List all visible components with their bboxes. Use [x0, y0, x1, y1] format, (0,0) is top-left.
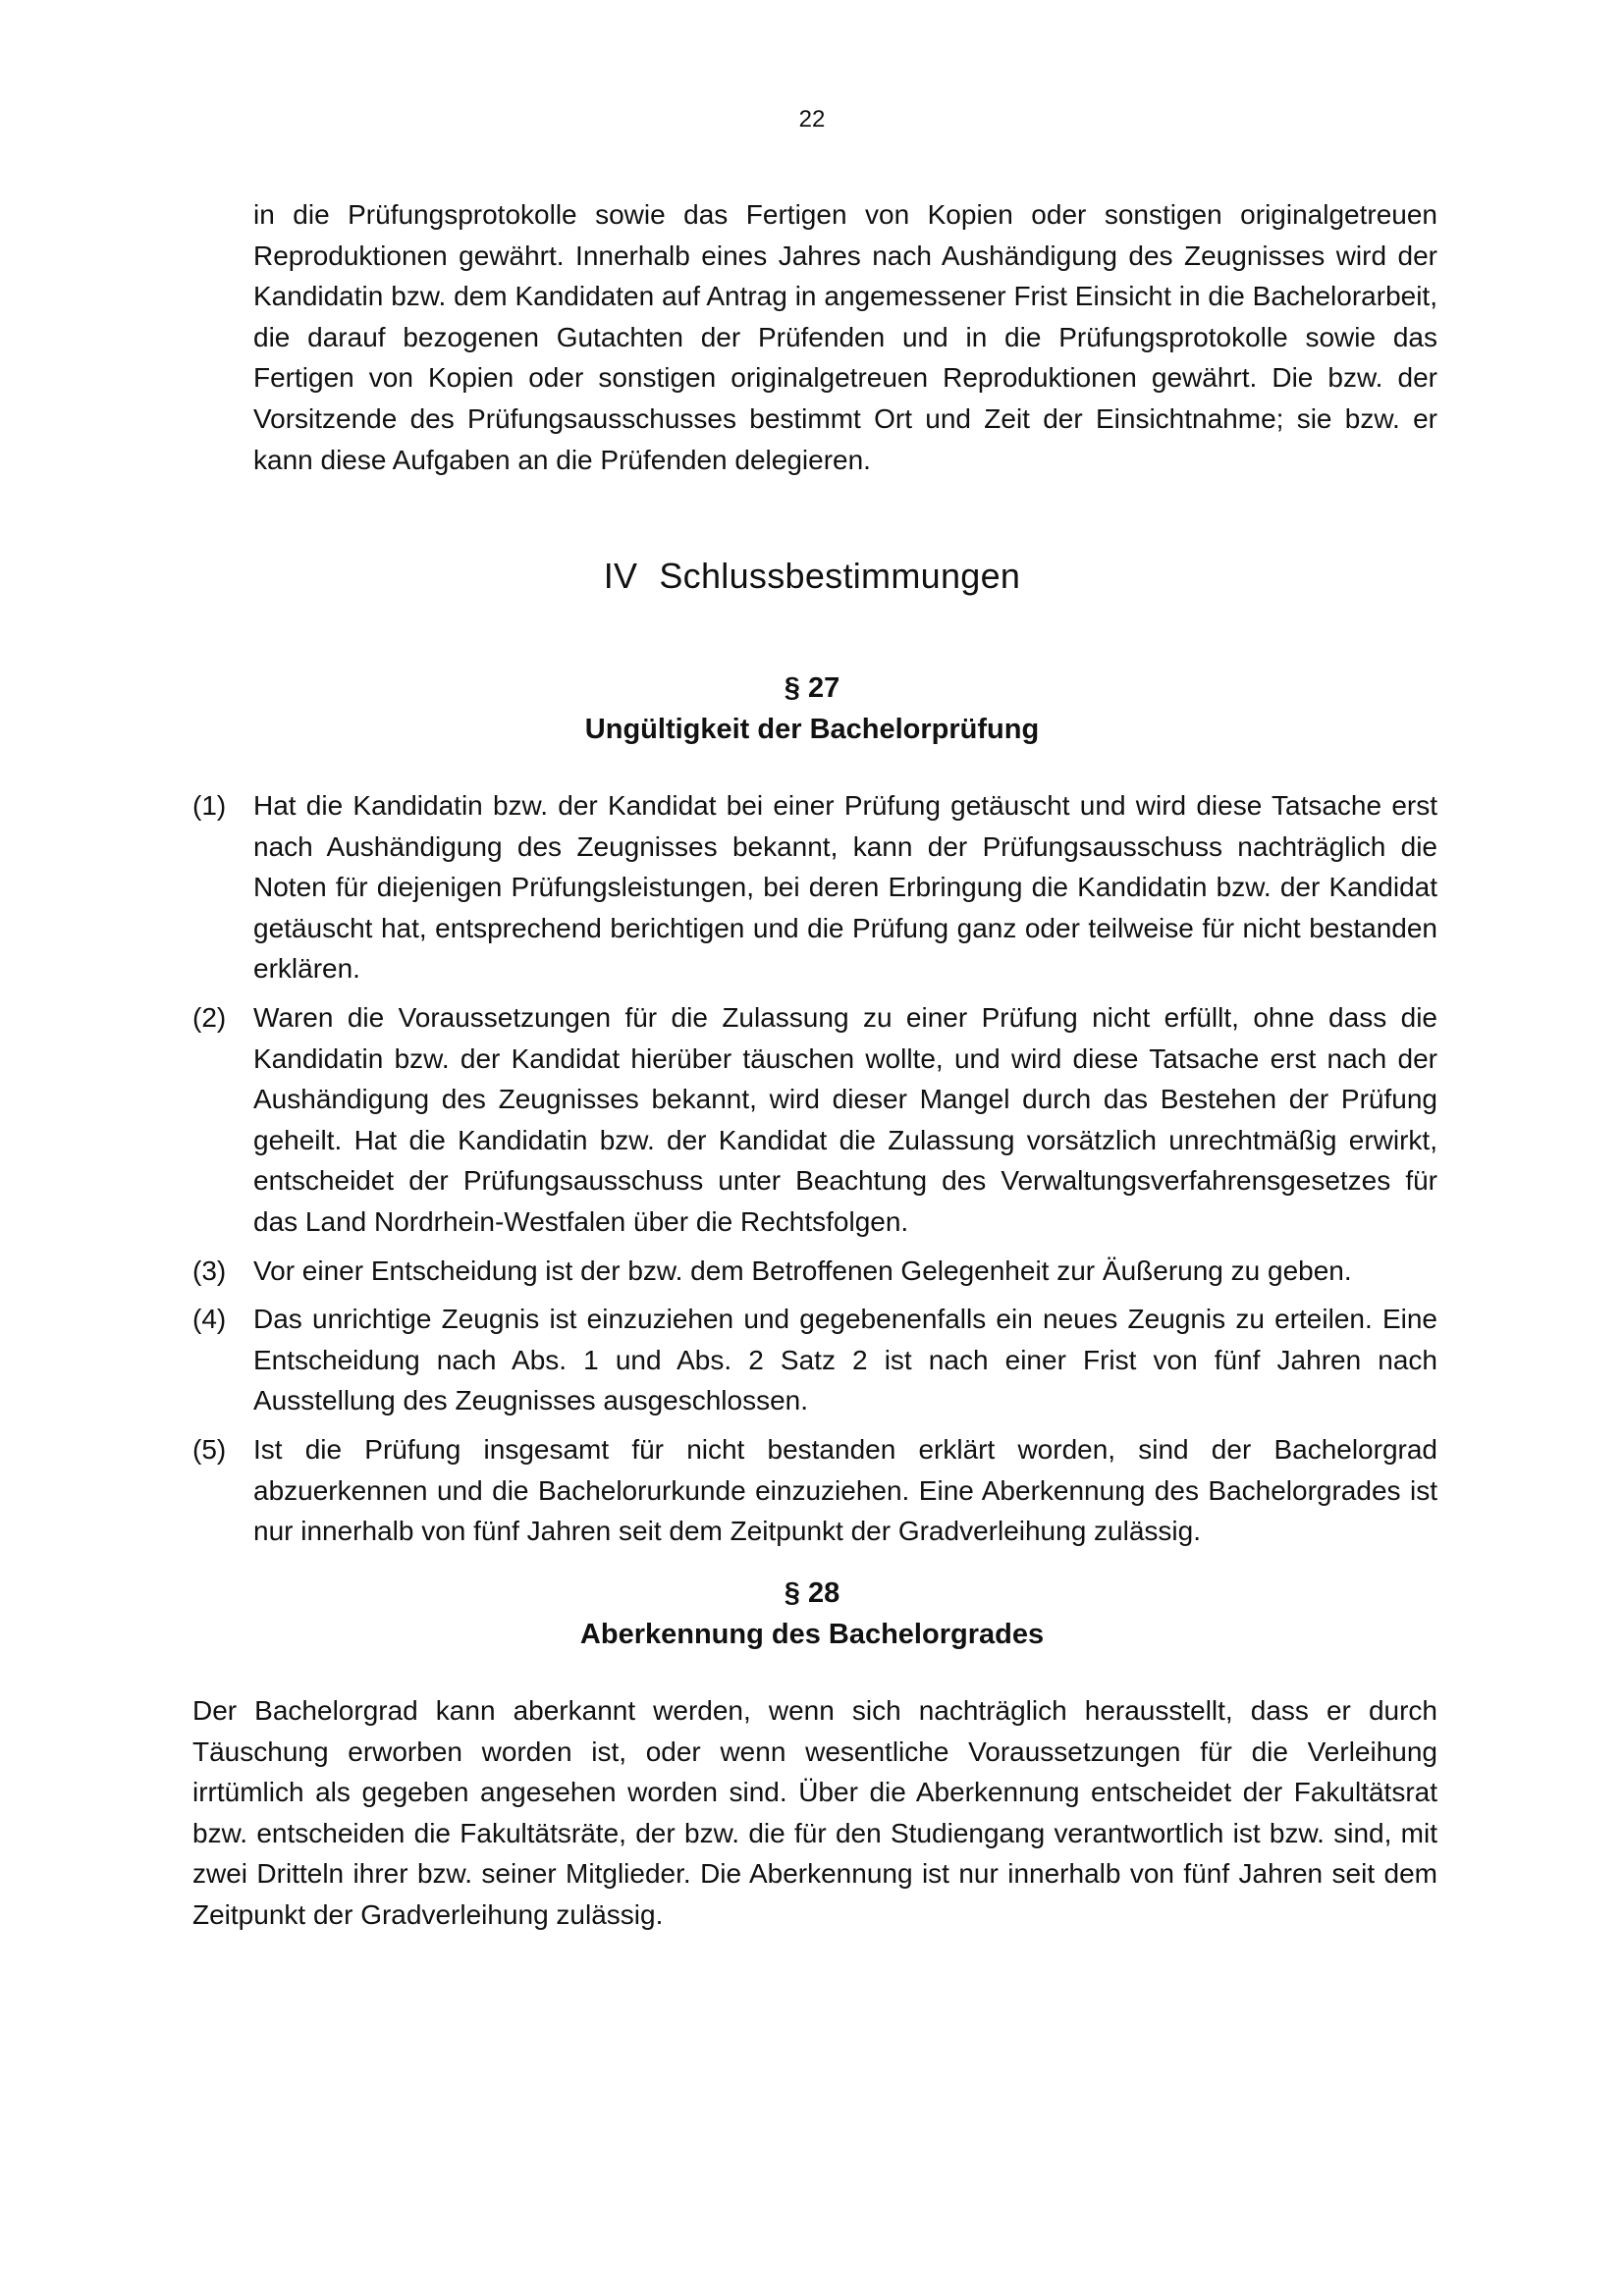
intro-paragraph: in die Prüfungsprotokolle sowie das Fertigen von Kopien oder sonstigen originalgetreuen Reproduktionen gewährt. Innerhalb eines Jahres nach Aushändigung des Zeugnisses wird der Kandidatin bzw. dem Kandidaten auf Antrag in angemessener Frist Einsicht in die Bachelorarbeit, die darauf bezogenen Gutachten der Prüfenden und in die Prüfungsprotokolle sowie das Fertigen von Kopien oder sonstigen originalgetreuen Reproduktionen gewährt. Die bzw. der Vorsitzende des Prüfungsausschusses bestimmt Ort und Zeit der Einsichtnahme; sie bzw. er kann diese Aufgaben an die Prüfenden delegieren.: [253, 199, 1437, 475]
paragraph-text: Das unrichtige Zeugnis ist einzuziehen und gegebenenfalls ein neues Zeugnis zu erteilen. Eine Entscheidung nach Abs. 1 und Abs. 2 Satz 2 ist nach einer Frist von fünf Jahren nach Ausstellung des Zeugnisses ausgeschlossen.: [253, 1304, 1437, 1416]
paragraph-number: (4): [192, 1304, 227, 1335]
paragraph-text: Vor einer Entscheidung ist der bzw. dem Betroffenen Gelegenheit zur Äußerung zu geben.: [253, 1255, 1352, 1286]
chapter-title: Schlussbestimmungen: [659, 556, 1021, 596]
section-27-paragraph-5: [192, 1429, 1437, 1552]
section-28-number: § 28: [784, 1577, 840, 1609]
paragraph-number: (5): [192, 1433, 227, 1465]
paragraph-text: Hat die Kandidatin bzw. der Kandidat bei einer Prüfung getäuscht und wird diese Tatsache erst nach Aushändigung des Zeugnisses bekannt, kann der Prüfungsausschuss nachträglich die Noten für diejenigen Prüfungsleistungen, bei deren Erbringung die Kandidatin bzw. der Kandidat getäuscht hat, entsprechend berichtigen und die Prüfung ganz oder teilweise für nicht bestanden erklären.: [253, 790, 1437, 985]
page-number: 22: [798, 106, 826, 133]
chapter-heading: [0, 556, 1624, 597]
section-27-heading: [0, 667, 1624, 750]
chapter-number: IV: [603, 556, 638, 596]
paragraph-text: Waren die Voraussetzungen für die Zulassung zu einer Prüfung nicht erfüllt, ohne dass die Kandidatin bzw. der Kandidat hierüber täuschen wollte, und wird diese Tatsache erst nach der Aushändigung des Zeugnisses bekannt, wird dieser Mangel durch das Bestehen der Prüfung geheilt. Hat die Kandidatin bzw. der Kandidat die Zulassung vorsätzlich unrechtmäßig erwirkt, entscheidet der Prüfungsausschuss unter Beachtung des Verwaltungsverfahrensgesetzes für das Land Nordrhein-Westfalen über die Rechtsfolgen.: [253, 1001, 1437, 1237]
section-27-number: § 27: [784, 672, 840, 704]
paragraph-number: (2): [192, 1001, 227, 1033]
section-27-title: Ungültigkeit der Bachelorprüfung: [584, 714, 1040, 745]
section-27-paragraph-1: [192, 785, 1437, 989]
section-27-paragraph-3: [192, 1251, 1437, 1292]
section-28-body: Der Bachelorgrad kann aberkannt werden, wenn sich nachträglich herausstellt, dass er durch Täuschung erworben worden ist, oder wenn wesentliche Voraussetzungen für die Verleihung irrtümlich als gegeben angesehen worden sind. Über die Aberkennung entscheidet der Fakultätsrat bzw. entscheiden die Fakultätsräte, der bzw. die für den Studiengang verantwortlich ist bzw. sind, mit zwei Dritteln ihrer bzw. seiner Mitglieder. Die Aberkennung ist nur innerhalb von fünf Jahren seit dem Zeitpunkt der Gradverleihung zulässig.: [192, 1695, 1437, 1930]
section-27-paragraph-list: [192, 785, 1437, 1560]
paragraph-text: Ist die Prüfung insgesamt für nicht bestanden erklärt worden, sind der Bachelorgrad abzuerkennen und die Bachelorurkunde einzuziehen. Eine Aberkennung des Bachelorgrades ist nur innerhalb von fünf Jahren seit dem Zeitpunkt der Gradverleihung zulässig.: [253, 1433, 1437, 1547]
section-27-paragraph-2: [192, 997, 1437, 1243]
section-28-heading: [0, 1573, 1624, 1655]
paragraph-number: (1): [192, 790, 227, 821]
section-28-title: Aberkennung des Bachelorgrades: [579, 1619, 1045, 1650]
paragraph-number: (3): [192, 1255, 227, 1286]
section-27-paragraph-4: [192, 1299, 1437, 1421]
